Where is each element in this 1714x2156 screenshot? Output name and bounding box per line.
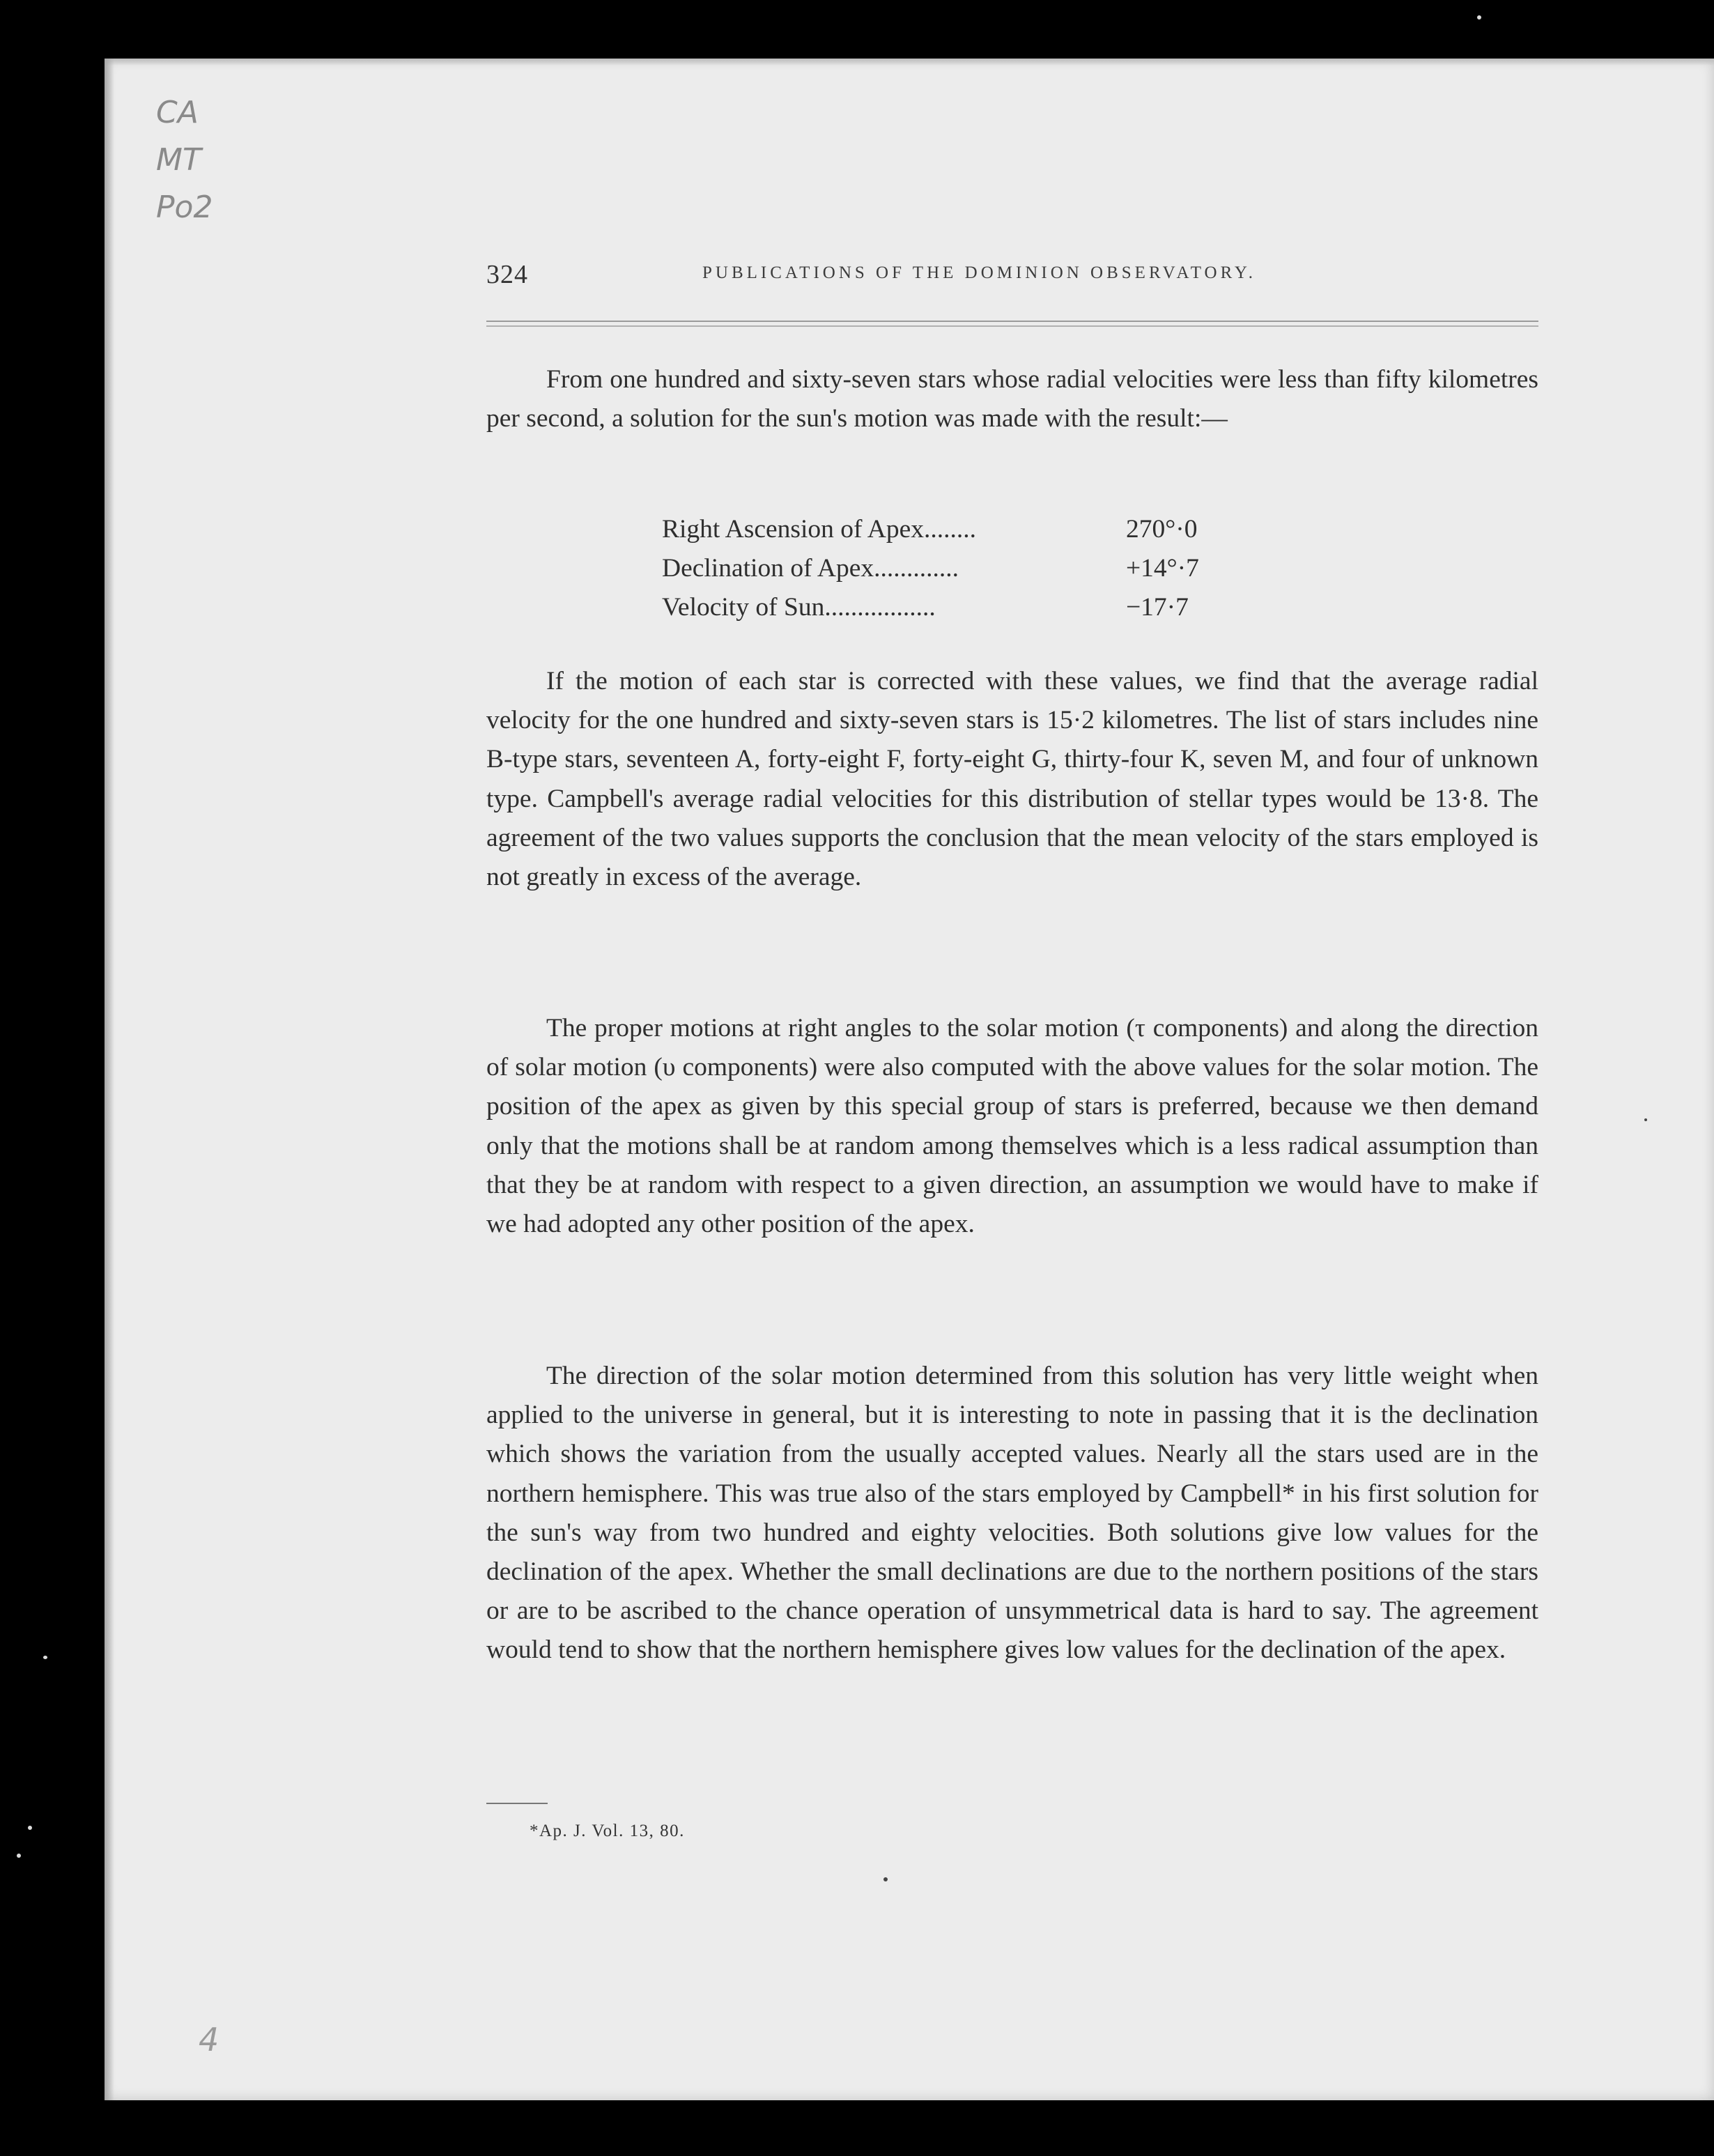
result-label: Velocity of Sun................. (662, 593, 936, 622)
footnote-rule (486, 1803, 548, 1804)
handwritten-call-number (156, 89, 213, 231)
scan-speck (17, 1854, 21, 1858)
solar-motion-results (662, 510, 1233, 627)
call-number-line: Po2 (156, 190, 213, 225)
header-rule (486, 321, 1538, 327)
footnote: *Ap. J. Vol. 13, 80. (530, 1822, 685, 1840)
scan-shadow-top (105, 59, 1714, 66)
page-number: 324 (486, 260, 528, 289)
page-header (486, 259, 1538, 294)
scan-speck (1477, 15, 1481, 20)
call-number-line: CA (156, 95, 199, 130)
result-label: Right Ascension of Apex........ (662, 515, 977, 544)
result-value: −17·7 (1126, 593, 1189, 622)
result-row (662, 588, 1233, 627)
result-row (662, 510, 1233, 549)
result-row (662, 549, 1233, 588)
paragraph: The proper motions at right angles to the solar motion (τ components) and along the direction of solar motion (υ components) were also computed with the above values for the solar motion. The position of the apex as given by this special group of stars is preferred, because we then demand only that the motions shall be at random among themselves which is a less radical assumption than that they be at random with respect to a given direction, an assumption we would have to make if we had adopted any other position of the apex. (486, 1014, 1538, 1239)
result-label: Declination of Apex............. (662, 554, 959, 583)
scan-speck (28, 1826, 32, 1830)
result-value: +14°·7 (1126, 554, 1199, 583)
paragraph: The direction of the solar motion determined from this solution has very little weight when applied to the universe in general, but it is interesting to note in passing that it is the declination which shows the variation from the usually accepted values. Nearly all the stars used are in the northern hemisphere. This was true also of the stars employed by Campbell* in his first solution for the sun's way from two hundred and eighty velocities. Both solutions give low values for the declination of the apex. Whether the small declinations are due to the northern positions of the stars or are to be ascribed to the chance operation of unsymmetrical data is hard to say. The agreement would tend to show that the northern hemisphere gives low values for the declination of the apex. (486, 1362, 1538, 1665)
handwritten-mark: 4 (199, 2021, 219, 2058)
scan-speck (883, 1877, 888, 1881)
scan-shadow-left (105, 59, 114, 2100)
paragraph: If the motion of each star is corrected with these values, we find that the average radial velocity for the one hundred and sixty-seven stars is 15·2 kilometres. The list of stars includes nine B-type stars, seventeen A, forty-eight F, forty-eight G, thirty-four K, seven M, and four of unknown type. Campbell's average radial velocities for this distribution of stellar types would be 13·8. The agreement of the two values supports the conclusion that the mean velocity of the stars employed is not greatly in excess of the average. (486, 667, 1538, 892)
scan-speck (43, 1656, 47, 1659)
running-title: PUBLICATIONS OF THE DOMINION OBSERVATORY. (702, 263, 1256, 282)
call-number-line: MT (156, 142, 201, 178)
paragraph: From one hundred and sixty-seven stars whose radial velocities were less than fifty kilometres per second, a solution for the sun's motion was made with the result:— (486, 365, 1538, 433)
result-value: 270°·0 (1126, 515, 1198, 544)
scan-speck (1644, 1118, 1647, 1121)
